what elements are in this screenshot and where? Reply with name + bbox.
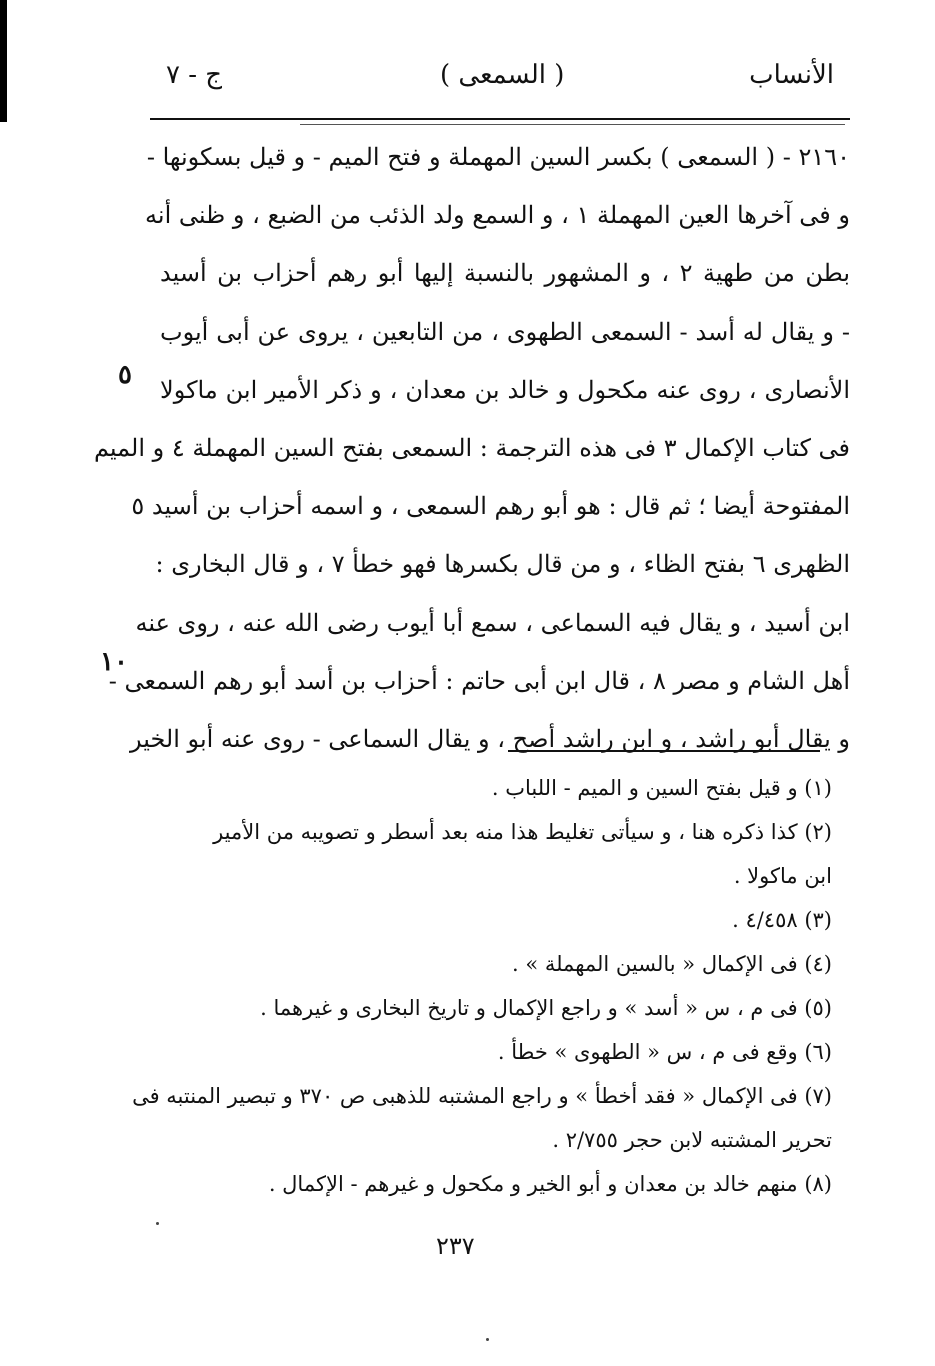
footnote: (٤) فى الإكمال « بالسين المهملة » . xyxy=(511,952,832,976)
footnote-continuation: ابن ماكولا . xyxy=(733,864,832,888)
scan-speck xyxy=(156,1222,159,1225)
text-line: فى كتاب الإكمال ٣ فى هذه الترجمة : السمعى بفتح السين المهملة ٤ و الميم xyxy=(93,433,850,462)
footnote: (٣) ٤/٤٥٨ . xyxy=(732,908,832,932)
entry-title: ( السمعى ) xyxy=(440,60,565,90)
text-line: و فى آخرها العين المهملة ١ ، و السمع ولد الذئب من الضبع ، و ظنى أنه xyxy=(145,201,850,230)
footnote: (٥) فى م ، س « أسد » و راجع الإكمال و تاريخ البخارى و غيرهما . xyxy=(260,996,832,1020)
header-rule xyxy=(150,118,850,120)
line-number-5: ٥ xyxy=(118,360,132,390)
footnote: (٧) فى الإكمال « فقد أخطأ » و راجع المشتبه للذهبى ص ٣٧٠ و تبصير المنتبه فى xyxy=(132,1084,832,1108)
volume-label: ج - ٧ xyxy=(166,60,223,90)
text-line: الأنصارى ، روى عنه مكحول و خالد بن معدان ، و ذكر الأمير ابن ماكولا xyxy=(160,375,850,404)
footnote-separator xyxy=(508,750,820,752)
line-number-10: ١٠ xyxy=(100,647,128,677)
text-line: و يقال أبو راشد ، و ابن راشد أصح ، و يقال السماعى - روى عنه أبو الخير xyxy=(129,724,850,753)
scan-speck xyxy=(486,1338,489,1341)
footnotes xyxy=(132,766,832,1206)
text-line: ابن أسيد ، و يقال فيه السماعى ، سمع أبا أيوب رضى الله عنه ، روى عنه xyxy=(135,608,850,637)
footnote-continuation: تحرير المشتبه لابن حجر ٢/٧٥٥ . xyxy=(552,1128,832,1152)
page-header xyxy=(150,56,840,96)
text-line: الظهرى ٦ بفتح الظاء ، و من قال بكسرها فهو خطأ ٧ ، و قال البخارى : xyxy=(155,550,850,579)
text-line: - و يقال له أسد - السمعى الطهوى ، من التابعين ، يروى عن أبى أيوب xyxy=(160,317,850,346)
text-line: بطن من طهية ٢ ، و المشهور بالنسبة إليها أبو رهم أحزاب بن أسيد xyxy=(160,259,850,288)
footnote: (١) و قيل بفتح السين و الميم - اللباب . xyxy=(491,776,832,800)
footnote: (٦) وقع فى م ، س « الطهوى » خطأ . xyxy=(497,1040,832,1064)
book-title: الأنساب xyxy=(749,60,834,90)
footnote: (٢) كذا ذكره هنا ، و سيأتى تغليط هذا منه بعد أسطر و تصويبه من الأمير xyxy=(213,820,832,844)
footnote: (٨) منهم خالد بن معدان و أبو الخير و مكحول و غيرهم - الإكمال . xyxy=(268,1172,832,1196)
text-line: ٢١٦٠ - ( السمعى ) بكسر السين المهملة و فتح الميم - و قيل بسكونها - xyxy=(146,143,850,171)
scan-edge-bar xyxy=(0,0,7,122)
text-line: أهل الشام و مصر ٨ ، قال ابن أبى حاتم : أحزاب بن أسد أبو رهم السمعى - xyxy=(108,666,850,695)
header-rule-thin xyxy=(300,124,845,125)
page-number: ٢٣٧ xyxy=(436,1232,475,1260)
text-line: المفتوحة أيضا ؛ ثم قال : هو أبو رهم السمعى ، و اسمه أحزاب بن أسيد ٥ xyxy=(131,492,850,521)
